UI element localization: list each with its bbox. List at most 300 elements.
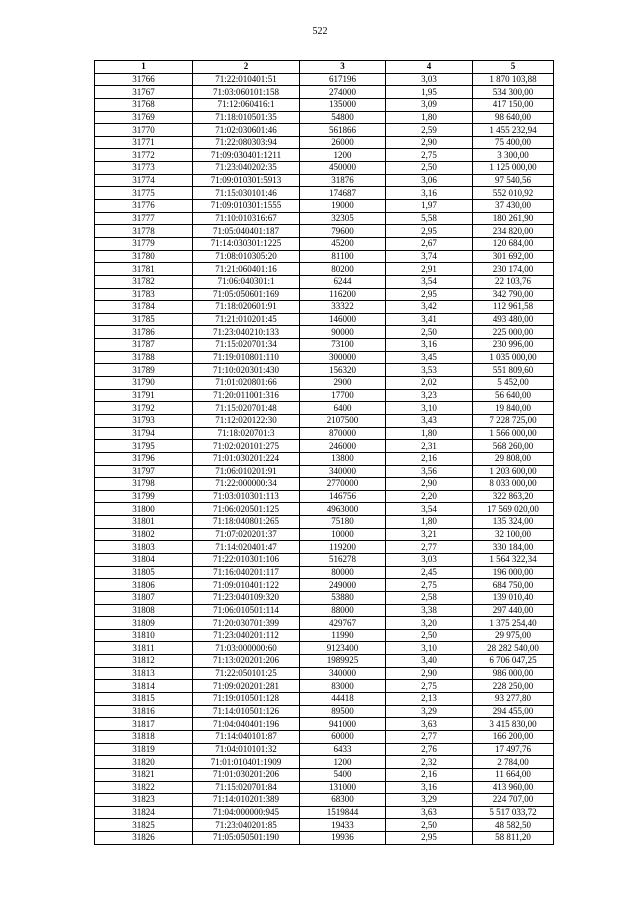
area-cell: 88000 (300, 604, 386, 617)
row-number-cell: 31802 (95, 528, 193, 541)
row-number-cell: 31798 (95, 478, 193, 491)
table-row (95, 832, 554, 845)
area-cell: 79600 (300, 225, 386, 238)
area-cell: 80000 (300, 566, 386, 579)
column-header: 3 (300, 61, 386, 74)
value-cell: 230 996,00 (473, 339, 554, 352)
rate-cell: 3,45 (386, 351, 473, 364)
area-cell: 340000 (300, 667, 386, 680)
cadastral-number-cell: 71:21:010201:45 (193, 313, 300, 326)
cadastral-number-cell: 71:18:010501:35 (193, 111, 300, 124)
cadastral-number-cell: 71:23:040201:85 (193, 819, 300, 832)
value-cell: 3 300,00 (473, 149, 554, 162)
rate-cell: 3,54 (386, 275, 473, 288)
row-number-cell: 31804 (95, 553, 193, 566)
row-number-cell: 31785 (95, 313, 193, 326)
row-number-cell: 31791 (95, 389, 193, 402)
cadastral-number-cell: 71:02:030601:46 (193, 124, 300, 137)
area-cell: 450000 (300, 162, 386, 175)
cadastral-number-cell: 71:12:060416:1 (193, 98, 300, 111)
value-cell: 322 863,20 (473, 490, 554, 503)
row-number-cell: 31799 (95, 490, 193, 503)
table-row (95, 73, 554, 86)
table-row (95, 503, 554, 516)
area-cell: 53880 (300, 591, 386, 604)
area-cell: 44418 (300, 693, 386, 706)
cadastral-number-cell: 71:09:020201:281 (193, 680, 300, 693)
cadastral-number-cell: 71:07:020201:37 (193, 528, 300, 541)
row-number-cell: 31788 (95, 351, 193, 364)
cadastral-value-table (94, 60, 554, 845)
area-cell: 300000 (300, 351, 386, 364)
table-row (95, 187, 554, 200)
value-cell: 139 010,40 (473, 591, 554, 604)
value-cell: 294 455,00 (473, 705, 554, 718)
cadastral-number-cell: 71:14:020401:47 (193, 541, 300, 554)
row-number-cell: 31767 (95, 86, 193, 99)
rate-cell: 3,10 (386, 402, 473, 415)
table-row (95, 389, 554, 402)
row-number-cell: 31814 (95, 680, 193, 693)
table-row (95, 136, 554, 149)
rate-cell: 2,76 (386, 743, 473, 756)
table-row (95, 237, 554, 250)
cadastral-number-cell: 71:06:020501:125 (193, 503, 300, 516)
rate-cell: 2,75 (386, 680, 473, 693)
area-cell: 54800 (300, 111, 386, 124)
value-cell: 19 840,00 (473, 402, 554, 415)
cadastral-number-cell: 71:18:020601:91 (193, 301, 300, 314)
area-cell: 156320 (300, 364, 386, 377)
table-row (95, 655, 554, 668)
area-cell: 274000 (300, 86, 386, 99)
cadastral-number-cell: 71:22:000000:34 (193, 478, 300, 491)
table-header-row (95, 61, 554, 74)
rate-cell: 3,06 (386, 174, 473, 187)
table-row (95, 162, 554, 175)
table-row (95, 124, 554, 137)
value-cell: 75 400,00 (473, 136, 554, 149)
value-cell: 5 452,00 (473, 377, 554, 390)
value-cell: 120 684,00 (473, 237, 554, 250)
rate-cell: 2,02 (386, 377, 473, 390)
table-row (95, 149, 554, 162)
area-cell: 26000 (300, 136, 386, 149)
rate-cell: 2,91 (386, 263, 473, 276)
cadastral-number-cell: 71:06:010501:114 (193, 604, 300, 617)
table-row (95, 680, 554, 693)
row-number-cell: 31773 (95, 162, 193, 175)
cadastral-number-cell: 71:13:020201:206 (193, 655, 300, 668)
value-cell: 17 497,76 (473, 743, 554, 756)
value-cell: 1 566 000,00 (473, 427, 554, 440)
cadastral-number-cell: 71:15:020701:84 (193, 781, 300, 794)
row-number-cell: 31792 (95, 402, 193, 415)
area-cell: 33322 (300, 301, 386, 314)
rate-cell: 3,20 (386, 617, 473, 630)
value-cell: 230 174,00 (473, 263, 554, 276)
table-row (95, 806, 554, 819)
table-row (95, 250, 554, 263)
area-cell: 6400 (300, 402, 386, 415)
row-number-cell: 31797 (95, 465, 193, 478)
rate-cell: 5,58 (386, 212, 473, 225)
area-cell: 116200 (300, 288, 386, 301)
cadastral-number-cell: 71:19:010801:110 (193, 351, 300, 364)
table-row (95, 288, 554, 301)
value-cell: 97 540,56 (473, 174, 554, 187)
value-cell: 224 707,00 (473, 794, 554, 807)
cadastral-number-cell: 71:22:010301:106 (193, 553, 300, 566)
table-row (95, 326, 554, 339)
rate-cell: 3,74 (386, 250, 473, 263)
row-number-cell: 31795 (95, 440, 193, 453)
rate-cell: 2,16 (386, 452, 473, 465)
cadastral-number-cell: 71:03:000000:60 (193, 642, 300, 655)
table-row (95, 86, 554, 99)
table-row (95, 364, 554, 377)
rate-cell: 2,77 (386, 541, 473, 554)
row-number-cell: 31826 (95, 832, 193, 845)
value-cell: 2 784,00 (473, 756, 554, 769)
area-cell: 10000 (300, 528, 386, 541)
rate-cell: 2,50 (386, 162, 473, 175)
area-cell: 135000 (300, 98, 386, 111)
area-cell: 429767 (300, 617, 386, 630)
table-row (95, 263, 554, 276)
value-cell: 3 415 830,00 (473, 718, 554, 731)
table-row (95, 402, 554, 415)
value-cell: 1 870 103,88 (473, 73, 554, 86)
area-cell: 1519844 (300, 806, 386, 819)
table-row (95, 490, 554, 503)
table-row (95, 566, 554, 579)
rate-cell: 1,95 (386, 86, 473, 99)
rate-cell: 2,90 (386, 667, 473, 680)
rate-cell: 2,50 (386, 819, 473, 832)
value-cell: 1 203 600,00 (473, 465, 554, 478)
area-cell: 246000 (300, 440, 386, 453)
table-row (95, 693, 554, 706)
cadastral-number-cell: 71:14:030301:1225 (193, 237, 300, 250)
cadastral-number-cell: 71:20:030701:399 (193, 617, 300, 630)
area-cell: 1200 (300, 756, 386, 769)
cadastral-number-cell: 71:09:010401:122 (193, 579, 300, 592)
cadastral-number-cell: 71:04:000000:945 (193, 806, 300, 819)
rate-cell: 2,95 (386, 288, 473, 301)
row-number-cell: 31824 (95, 806, 193, 819)
cadastral-number-cell: 71:23:040201:112 (193, 629, 300, 642)
rate-cell: 3,09 (386, 98, 473, 111)
rate-cell: 1,80 (386, 516, 473, 529)
cadastral-number-cell: 71:16:040201:117 (193, 566, 300, 579)
area-cell: 19000 (300, 200, 386, 213)
value-cell: 1 125 000,00 (473, 162, 554, 175)
row-number-cell: 31790 (95, 377, 193, 390)
table-row (95, 516, 554, 529)
area-cell: 516278 (300, 553, 386, 566)
cadastral-number-cell: 71:04:040401:196 (193, 718, 300, 731)
area-cell: 68300 (300, 794, 386, 807)
table-row (95, 743, 554, 756)
rate-cell: 2,20 (386, 490, 473, 503)
rate-cell: 3,10 (386, 642, 473, 655)
row-number-cell: 31776 (95, 200, 193, 213)
area-cell: 2107500 (300, 414, 386, 427)
cadastral-number-cell: 71:14:010201:389 (193, 794, 300, 807)
row-number-cell: 31779 (95, 237, 193, 250)
cadastral-number-cell: 71:18:040801:265 (193, 516, 300, 529)
area-cell: 1200 (300, 149, 386, 162)
table-row (95, 98, 554, 111)
cadastral-number-cell: 71:14:040101:87 (193, 730, 300, 743)
value-cell: 330 184,00 (473, 541, 554, 554)
table-row (95, 465, 554, 478)
column-header: 5 (473, 61, 554, 74)
row-number-cell: 31766 (95, 73, 193, 86)
row-number-cell: 31768 (95, 98, 193, 111)
rate-cell: 3,23 (386, 389, 473, 402)
rate-cell: 2,58 (386, 591, 473, 604)
rate-cell: 2,32 (386, 756, 473, 769)
value-cell: 301 692,00 (473, 250, 554, 263)
value-cell: 22 103,76 (473, 275, 554, 288)
cadastral-number-cell: 71:03:060101:158 (193, 86, 300, 99)
rate-cell: 2,59 (386, 124, 473, 137)
value-cell: 1 564 322,34 (473, 553, 554, 566)
rate-cell: 2,31 (386, 440, 473, 453)
table-row (95, 339, 554, 352)
cadastral-number-cell: 71:22:010401:51 (193, 73, 300, 86)
area-cell: 561866 (300, 124, 386, 137)
rate-cell: 3,43 (386, 414, 473, 427)
table-row (95, 528, 554, 541)
cadastral-number-cell: 71:21:060401:16 (193, 263, 300, 276)
row-number-cell: 31803 (95, 541, 193, 554)
area-cell: 6433 (300, 743, 386, 756)
area-cell: 13800 (300, 452, 386, 465)
row-number-cell: 31786 (95, 326, 193, 339)
rate-cell: 2,50 (386, 629, 473, 642)
area-cell: 2900 (300, 377, 386, 390)
cadastral-number-cell: 71:14:010501:126 (193, 705, 300, 718)
value-cell: 32 100,00 (473, 528, 554, 541)
rate-cell: 2,95 (386, 832, 473, 845)
cadastral-number-cell: 71:22:050101:25 (193, 667, 300, 680)
value-cell: 417 150,00 (473, 98, 554, 111)
rate-cell: 3,42 (386, 301, 473, 314)
value-cell: 58 811,20 (473, 832, 554, 845)
row-number-cell: 31805 (95, 566, 193, 579)
cadastral-number-cell: 71:05:040401:187 (193, 225, 300, 238)
row-number-cell: 31822 (95, 781, 193, 794)
rate-cell: 1,80 (386, 111, 473, 124)
value-cell: 98 640,00 (473, 111, 554, 124)
row-number-cell: 31769 (95, 111, 193, 124)
value-cell: 552 010,92 (473, 187, 554, 200)
area-cell: 131000 (300, 781, 386, 794)
row-number-cell: 31808 (95, 604, 193, 617)
value-cell: 342 790,00 (473, 288, 554, 301)
area-cell: 80200 (300, 263, 386, 276)
value-cell: 93 277,80 (473, 693, 554, 706)
table-row (95, 705, 554, 718)
area-cell: 119200 (300, 541, 386, 554)
row-number-cell: 31810 (95, 629, 193, 642)
cadastral-number-cell: 71:10:020301:430 (193, 364, 300, 377)
value-cell: 29 808,00 (473, 452, 554, 465)
rate-cell: 2,13 (386, 693, 473, 706)
rate-cell: 3,40 (386, 655, 473, 668)
rate-cell: 3,16 (386, 781, 473, 794)
table-row (95, 781, 554, 794)
table-row (95, 351, 554, 364)
cadastral-number-cell: 71:01:010401:1909 (193, 756, 300, 769)
cadastral-number-cell: 71:06:040301:1 (193, 275, 300, 288)
row-number-cell: 31813 (95, 667, 193, 680)
rate-cell: 1,80 (386, 427, 473, 440)
table-row (95, 452, 554, 465)
row-number-cell: 31823 (95, 794, 193, 807)
row-number-cell: 31800 (95, 503, 193, 516)
area-cell: 81100 (300, 250, 386, 263)
value-cell: 551 809,60 (473, 364, 554, 377)
area-cell: 19433 (300, 819, 386, 832)
row-number-cell: 31774 (95, 174, 193, 187)
row-number-cell: 31783 (95, 288, 193, 301)
table-row (95, 414, 554, 427)
table-row (95, 275, 554, 288)
table-row (95, 819, 554, 832)
cadastral-number-cell: 71:08:010305:20 (193, 250, 300, 263)
value-cell: 112 961,58 (473, 301, 554, 314)
row-number-cell: 31806 (95, 579, 193, 592)
value-cell: 7 228 725,00 (473, 414, 554, 427)
value-cell: 6 706 047,25 (473, 655, 554, 668)
value-cell: 1 455 232,94 (473, 124, 554, 137)
value-cell: 29 975,00 (473, 629, 554, 642)
cadastral-number-cell: 71:15:020701:48 (193, 402, 300, 415)
area-cell: 73100 (300, 339, 386, 352)
row-number-cell: 31777 (95, 212, 193, 225)
area-cell: 60000 (300, 730, 386, 743)
value-cell: 11 664,00 (473, 768, 554, 781)
value-cell: 1 035 000,00 (473, 351, 554, 364)
area-cell: 32305 (300, 212, 386, 225)
value-cell: 234 820,00 (473, 225, 554, 238)
value-cell: 1 375 254,40 (473, 617, 554, 630)
value-cell: 5 517 033,72 (473, 806, 554, 819)
area-cell: 9123400 (300, 642, 386, 655)
area-cell: 340000 (300, 465, 386, 478)
area-cell: 75180 (300, 516, 386, 529)
rate-cell: 3,29 (386, 705, 473, 718)
value-cell: 196 000,00 (473, 566, 554, 579)
rate-cell: 3,16 (386, 187, 473, 200)
value-cell: 17 569 020,00 (473, 503, 554, 516)
table-row (95, 730, 554, 743)
area-cell: 617196 (300, 73, 386, 86)
row-number-cell: 31811 (95, 642, 193, 655)
area-cell: 174687 (300, 187, 386, 200)
rate-cell: 2,50 (386, 326, 473, 339)
table-row (95, 553, 554, 566)
row-number-cell: 31794 (95, 427, 193, 440)
table-row (95, 591, 554, 604)
table-row (95, 768, 554, 781)
rate-cell: 1,97 (386, 200, 473, 213)
row-number-cell: 31781 (95, 263, 193, 276)
cadastral-number-cell: 71:05:050601:169 (193, 288, 300, 301)
value-cell: 684 750,00 (473, 579, 554, 592)
table-row (95, 718, 554, 731)
area-cell: 89500 (300, 705, 386, 718)
table-row (95, 377, 554, 390)
row-number-cell: 31817 (95, 718, 193, 731)
row-number-cell: 31801 (95, 516, 193, 529)
rate-cell: 3,56 (386, 465, 473, 478)
table-row (95, 313, 554, 326)
column-header: 4 (386, 61, 473, 74)
page-number: 522 (312, 26, 328, 37)
table-row (95, 629, 554, 642)
area-cell: 4963000 (300, 503, 386, 516)
row-number-cell: 31816 (95, 705, 193, 718)
table-row (95, 617, 554, 630)
value-cell: 166 200,00 (473, 730, 554, 743)
row-number-cell: 31796 (95, 452, 193, 465)
value-cell: 413 960,00 (473, 781, 554, 794)
cadastral-number-cell: 71:02:020101:275 (193, 440, 300, 453)
table-row (95, 642, 554, 655)
row-number-cell: 31770 (95, 124, 193, 137)
cadastral-number-cell: 71:18:020701:3 (193, 427, 300, 440)
rate-cell: 3,63 (386, 718, 473, 731)
cadastral-number-cell: 71:09:030401:1211 (193, 149, 300, 162)
area-cell: 5400 (300, 768, 386, 781)
table-row (95, 604, 554, 617)
cadastral-number-cell: 71:03:010301:113 (193, 490, 300, 503)
row-number-cell: 31820 (95, 756, 193, 769)
area-cell: 146000 (300, 313, 386, 326)
area-cell: 2770000 (300, 478, 386, 491)
value-cell: 534 300,00 (473, 86, 554, 99)
row-number-cell: 31807 (95, 591, 193, 604)
cadastral-number-cell: 71:01:020801:66 (193, 377, 300, 390)
column-header: 2 (193, 61, 300, 74)
cadastral-number-cell: 71:20:011001:316 (193, 389, 300, 402)
area-cell: 90000 (300, 326, 386, 339)
rate-cell: 2,16 (386, 768, 473, 781)
area-cell: 1989925 (300, 655, 386, 668)
table-row (95, 212, 554, 225)
value-cell: 135 324,00 (473, 516, 554, 529)
area-cell: 17700 (300, 389, 386, 402)
table-row (95, 794, 554, 807)
value-cell: 56 640,00 (473, 389, 554, 402)
area-cell: 31876 (300, 174, 386, 187)
table-row (95, 440, 554, 453)
rate-cell: 2,67 (386, 237, 473, 250)
value-cell: 493 480,00 (473, 313, 554, 326)
rate-cell: 3,63 (386, 806, 473, 819)
area-cell: 146756 (300, 490, 386, 503)
rate-cell: 2,95 (386, 225, 473, 238)
rate-cell: 2,90 (386, 478, 473, 491)
row-number-cell: 31780 (95, 250, 193, 263)
value-cell: 28 282 540,00 (473, 642, 554, 655)
cadastral-number-cell: 71:10:010316:67 (193, 212, 300, 225)
